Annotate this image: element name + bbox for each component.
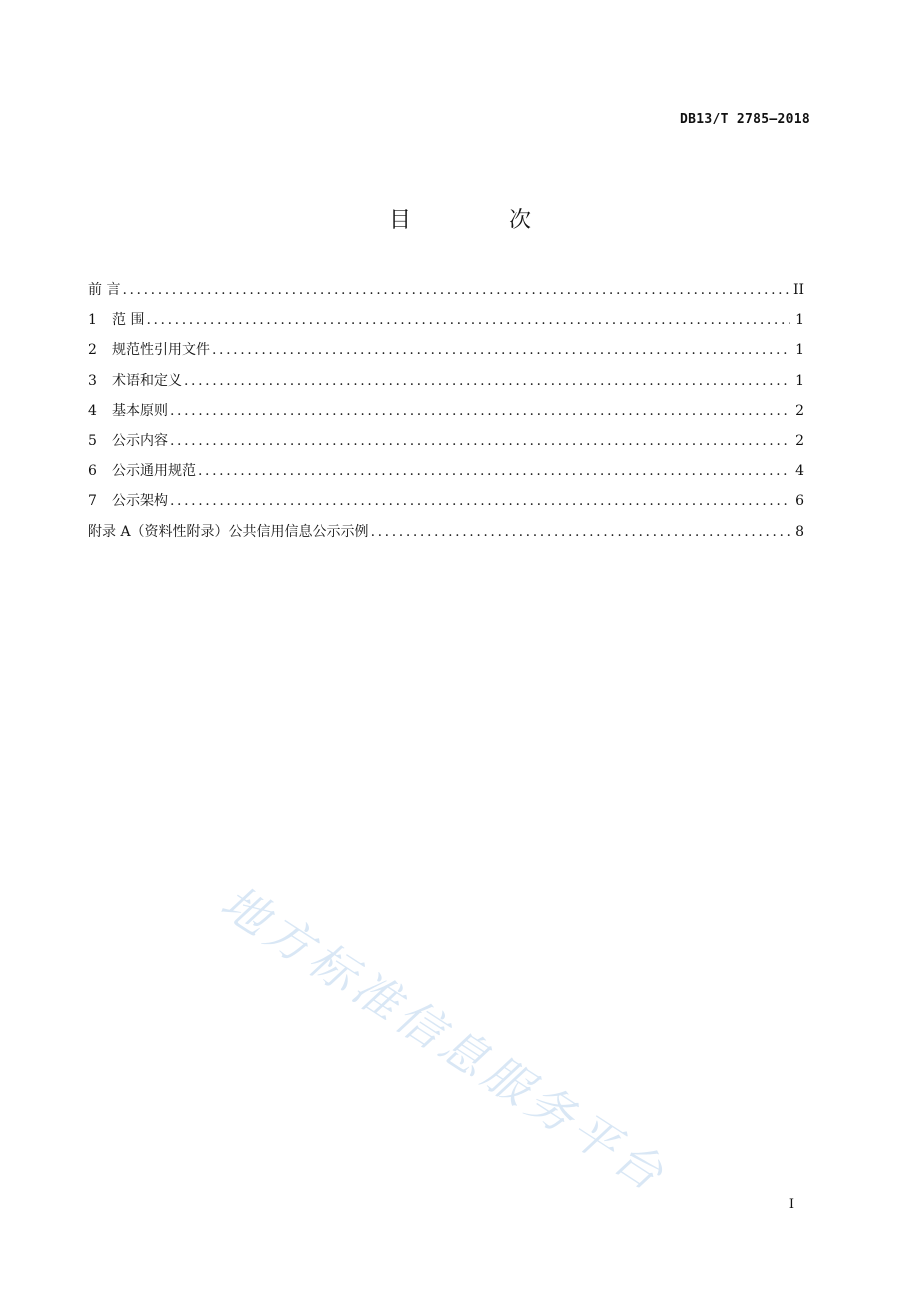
dot-leader [184,373,790,389]
toc-item-label: 规范性引用文件 [112,342,210,359]
toc-item-page: 1 [795,342,804,359]
toc-item-number: 2 [88,342,97,359]
toc-item-page: 1 [795,312,804,329]
dot-leader [122,282,790,298]
toc-item-page: 4 [795,463,804,480]
dot-leader [170,493,790,509]
toc-item-page: 6 [795,493,804,510]
toc-item-label: 术语和定义 [112,372,182,389]
toc-item-principles[interactable] [88,400,804,430]
toc-item-appendix-a[interactable] [88,521,804,551]
toc-item-label: 公示架构 [112,493,168,510]
toc-item-page: 2 [795,432,804,449]
dot-leader [371,524,790,540]
table-of-contents [88,279,804,551]
toc-item-label: 基本原则 [112,402,168,419]
toc-item-label: 范 围 [112,312,145,329]
toc-item-number: 7 [88,493,97,510]
toc-item-page: 1 [795,372,804,389]
toc-item-number: 3 [88,372,97,389]
toc-item-page: II [792,282,804,298]
dot-leader [170,433,790,449]
dot-leader [146,312,790,328]
toc-item-label: 公示内容 [112,432,168,449]
toc-item-terms[interactable] [88,370,804,400]
dot-leader [170,403,790,419]
toc-item-number: 1 [88,312,97,329]
toc-item-number: 4 [88,402,97,419]
toc-item-number: 6 [88,463,97,480]
toc-item-content[interactable] [88,430,804,460]
toc-item-page: 8 [795,523,804,540]
toc-item-number: 5 [88,432,97,449]
document-code: DB13/T 2785—2018 [679,112,810,127]
toc-item-scope[interactable] [88,309,804,339]
toc-item-architecture[interactable] [88,490,804,520]
toc-item-general-spec[interactable] [88,460,804,490]
dot-leader [212,342,790,358]
toc-item-label: 附录 A（资料性附录）公共信用信息公示示例 [88,523,369,540]
toc-item-label: 公示通用规范 [112,463,196,480]
toc-item-normative-references[interactable] [88,339,804,369]
page-number: I [788,1197,794,1212]
toc-item-label: 前 言 [88,282,121,298]
page-title: 目 次 [388,208,569,233]
toc-item-foreword[interactable] [88,279,804,309]
dot-leader [198,463,790,479]
watermark: 地方标准信息服务平台 [211,874,678,1204]
toc-item-page: 2 [795,402,804,419]
